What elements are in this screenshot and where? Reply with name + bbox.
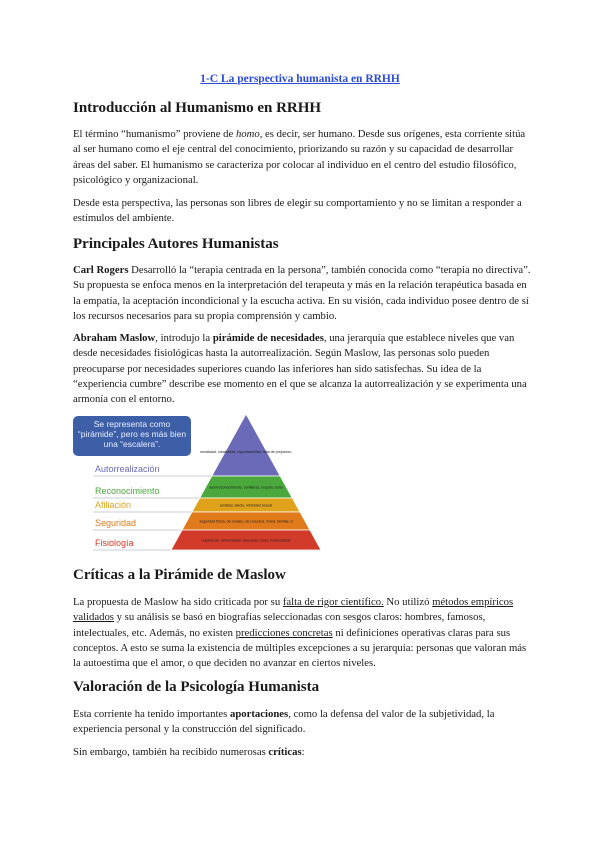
rogers-name: Carl Rogers: [73, 264, 129, 276]
heading-valuation: Valoración de la Psicología Humanista: [73, 679, 320, 695]
heading-criticisms: Críticas a la Pirámide de Maslow: [73, 567, 286, 583]
pyramid-level-label-4: Seguridad: [95, 518, 137, 528]
pyramid-band-text-5: respiración, alimentación, descanso, sexo, homeostasis: [201, 538, 291, 543]
paragraph-valuation-1: Esta corriente ha tenido importantes aportaciones, como la defensa del valor de la subjetividad, la experiencia personal y la construcción del significado.: [73, 708, 495, 736]
pyramid-level-label-5: Fisiología: [95, 538, 134, 548]
pyramid-graphic: [73, 412, 321, 552]
pyramid-band-text-1: moralidad, creatividad, espontaneidad, falta de prejuicios,: [200, 450, 292, 454]
paragraph-intro-2: Desde esta perspectiva, las personas son libres de elegir su comportamiento y no se limitan a responder a estímulos del ambiente.: [73, 197, 522, 225]
pyramid-level-label-2: Reconocimiento: [95, 486, 160, 496]
paragraph-intro-1: El término “humanismo” proviene de homo, es decir, ser humano. Desde sus orígenes, esta corriente sitúa al ser humano como el eje central del conocimiento, priorizando su razón y su capacidad de desarrollar áreas del saber. El humanismo se caracteriza por colocar al individuo en el centro del estudio filosófico, psicológico y organizacional.: [73, 128, 526, 186]
pyramid-band-text-2: autorreconocimiento, confianza, respeto, éxito: [209, 485, 283, 490]
heading-intro: Introducción al Humanismo en RRHH: [73, 100, 322, 116]
pyramid-level-label-1: Autorrealización: [95, 464, 160, 474]
paragraph-maslow: Abraham Maslow, introdujo la pirámide de necesidades, una jerarquía que establece niveles que van desde necesidades fisiológicas hasta la autorrealización. Según Maslow, las personas solo pueden preocuparse por necesidades superiores cuando las inferiores han sido satisfechas. Su idea de la “experiencia cumbre” describe ese momento en el que se alcanza la autorrealización y se experimenta una armonía con el entorno.: [73, 332, 527, 406]
maslow-pyramid-figure: [73, 412, 321, 552]
paragraph-criticisms: La propuesta de Maslow ha sido criticada por su falta de rigor científico. No utilizó métodos empíricos validados y su análisis se basó en biografías seleccionadas con sesgos claros: hombres, famosos, intelectuales, etc. Además, no existen predicciones concretas ni definiciones operativas claras para sus conceptos. A esto se suma la existencia de múltiples excepciones a su jerarquía: personas que valoran más la autoestima que el amor, o que deciden no avanzar en ciertos niveles.: [73, 596, 527, 670]
document-title[interactable]: 1-C La perspectiva humanista en RRHH: [200, 73, 400, 85]
maslow-name: Abraham Maslow: [73, 332, 156, 344]
paragraph-valuation-2: Sin embargo, también ha recibido numerosas críticas:: [73, 746, 305, 758]
heading-authors: Principales Autores Humanistas: [73, 236, 279, 252]
pyramid-band-text-3: amistad, afecto, intimidad sexual: [219, 503, 273, 508]
pyramid-band-1: [212, 414, 280, 476]
pyramid-callout: Se representa como “pirámide”, pero es más bien una “escalera”.: [73, 416, 191, 456]
pyramid-level-label-3: Afiliación: [95, 500, 132, 510]
paragraph-rogers: Carl Rogers Desarrolló la “terapia centrada en la persona”, también conocida como “terapia no directiva”. Su propuesta se enfoca menos en la interpretación del terapeuta y más en la relación terapéutica basada en la empatía, la aceptación incondicional y la escucha activa. En su visión, cada individuo posee dentro de sí los recursos necesarios para su propia comprensión y cambio.: [73, 264, 531, 322]
pyramid-band-text-4: seguridad física, de empleo, de recursos, moral, familiar, d: [199, 519, 293, 524]
